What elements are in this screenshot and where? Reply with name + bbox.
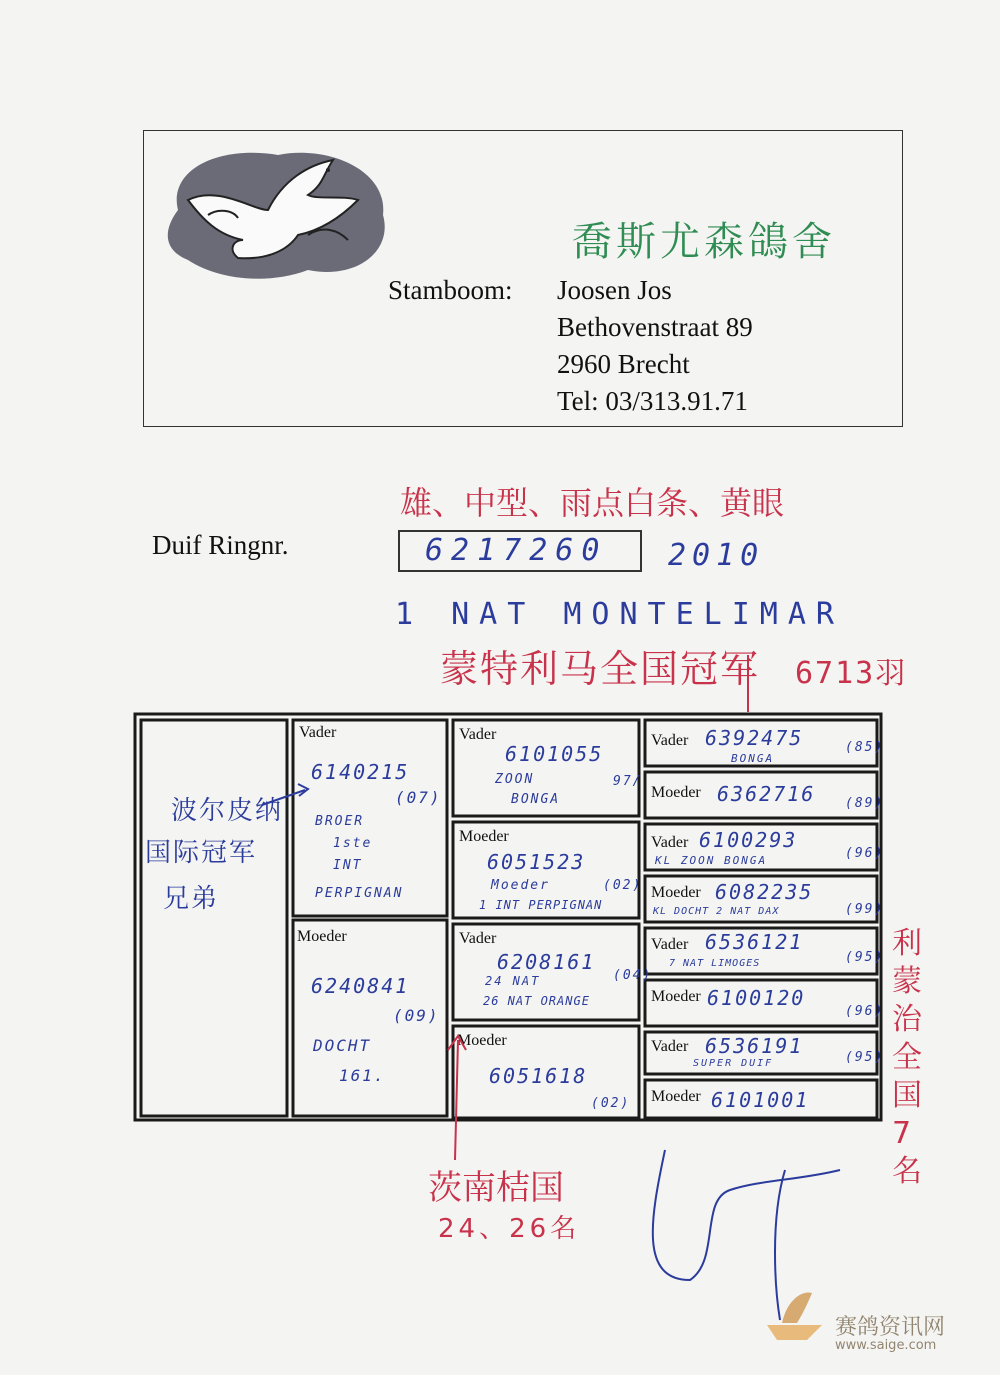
fm-ring: 6051523 xyxy=(487,850,586,874)
father-line-4: PERPIGNAN xyxy=(315,886,404,901)
father-ring: 6140215 xyxy=(311,760,410,784)
result-chinese: 蒙特利马全国冠军 xyxy=(440,647,761,691)
mf-label: Vader xyxy=(459,930,497,947)
owner-name: Joosen Jos xyxy=(557,275,672,305)
bottom-note-line-1: 茨南桔国 xyxy=(428,1168,564,1208)
fmm-note: KL DOCHT 2 NAT DAX xyxy=(653,906,780,917)
stamboom-label: Stamboom: xyxy=(388,275,513,305)
fmf-year: (96) xyxy=(845,846,885,861)
mfm-ring: 6100120 xyxy=(707,986,806,1010)
mmf-year: (95) xyxy=(845,1050,885,1065)
mother-line-2: 161. xyxy=(339,1066,386,1085)
mm-ring: 6051618 xyxy=(489,1064,588,1088)
mfm-year: (96) xyxy=(845,1004,885,1019)
left-note-line-1: 波尔皮纳 xyxy=(171,796,284,826)
mmm-ring: 6101001 xyxy=(711,1088,810,1112)
mm-year: (02) xyxy=(591,1096,631,1111)
watermark-logo-icon xyxy=(762,1285,832,1345)
ffm-ring: 6362716 xyxy=(717,782,816,806)
ff-label: Vader xyxy=(459,726,497,743)
fmf-ring: 6100293 xyxy=(699,828,798,852)
fm-note-1: Moeder xyxy=(491,878,550,893)
result-count: 6713羽 xyxy=(795,656,908,691)
mmf-ring: 6536191 xyxy=(705,1034,804,1058)
fmm-label: Moeder xyxy=(651,884,701,901)
fm-note-2: 1 INT PERPIGNAN xyxy=(479,898,603,912)
mf-year: (04) xyxy=(613,968,653,983)
father-line-1: BROER xyxy=(315,814,365,829)
ff-year: 97/ xyxy=(613,774,643,789)
mf-note-1: 24 NAT xyxy=(485,974,541,988)
pigeon-description-note: 雄、中型、雨点白条、黄眼 xyxy=(400,484,785,522)
mf-note-2: 26 NAT ORANGE xyxy=(483,994,590,1008)
watermark-url: www.saige.com xyxy=(835,1338,937,1353)
mother-year: (09) xyxy=(393,1006,440,1025)
mfm-label: Moeder xyxy=(651,988,701,1005)
mother-label: Moeder xyxy=(297,928,347,945)
father-line-3: INT xyxy=(333,858,363,873)
father-label: Vader xyxy=(299,724,337,741)
left-note-line-2: 国际冠军 xyxy=(145,838,258,868)
father-line-2: 1ste xyxy=(333,836,373,851)
fmf-label: Vader xyxy=(651,834,689,851)
ff-note-1: ZOON xyxy=(495,772,535,787)
ring-year: 2010 xyxy=(668,538,765,573)
mmf-note: SUPER DUIF xyxy=(693,1058,774,1069)
dove-logo xyxy=(158,140,393,285)
ffm-label: Moeder xyxy=(651,784,701,801)
ff-note-2: BONGA xyxy=(511,792,561,807)
fmm-year: (99) xyxy=(845,902,885,917)
mff-year: (95) xyxy=(845,950,885,965)
mm-label: Moeder xyxy=(457,1032,507,1049)
mf-ring: 6208161 xyxy=(497,950,596,974)
fff-ring: 6392475 xyxy=(705,726,804,750)
owner-phone: Tel: 03/313.91.71 xyxy=(557,386,748,416)
mmm-label: Moeder xyxy=(651,1088,701,1105)
fmf-note: KL ZOON BONGA xyxy=(655,854,768,867)
ring-label: Duif Ringnr. xyxy=(152,530,289,560)
mff-label: Vader xyxy=(651,936,689,953)
owner-city: 2960 Brecht xyxy=(557,349,690,379)
mff-note: 7 NAT LIMOGES xyxy=(669,958,761,969)
owner-address: Bethovenstraat 89 xyxy=(557,312,753,342)
left-note-line-3: 兄弟 xyxy=(163,884,220,914)
fff-note: BONGA xyxy=(731,752,775,765)
ffm-year: (89) xyxy=(845,796,885,811)
pedigree-table xyxy=(133,712,883,1122)
ring-number: 6217260 xyxy=(425,533,608,568)
mff-ring: 6536121 xyxy=(705,930,804,954)
watermark-site-name: 赛鸽资讯网 xyxy=(835,1315,946,1340)
fff-year: (85) xyxy=(845,740,885,755)
father-year: (07) xyxy=(395,788,442,807)
mother-line-1: DOCHT xyxy=(313,1036,372,1055)
fm-label: Moeder xyxy=(459,828,509,845)
right-side-note: 利蒙治全国7名 xyxy=(892,926,922,1189)
fmm-ring: 6082235 xyxy=(715,880,814,904)
bottom-note-line-2: 24、26名 xyxy=(438,1214,581,1244)
mmf-label: Vader xyxy=(651,1038,689,1055)
mother-ring: 6240841 xyxy=(311,974,410,998)
ff-ring: 6101055 xyxy=(505,742,604,766)
header-chinese-note: 喬斯尤森鴿舍 xyxy=(572,219,836,265)
fm-year: (02) xyxy=(603,878,643,893)
result-english: 1 NAT MONTELIMAR xyxy=(395,597,844,632)
fff-label: Vader xyxy=(651,732,689,749)
